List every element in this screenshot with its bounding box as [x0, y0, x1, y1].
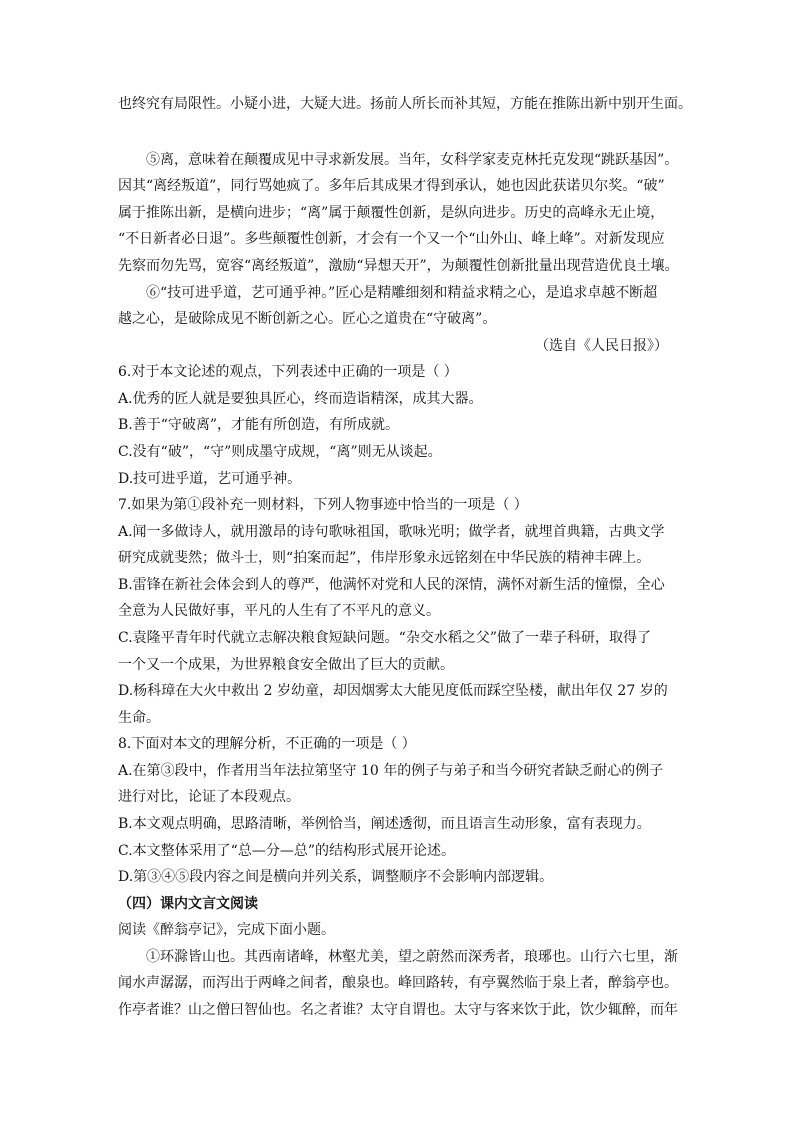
option-8d: D.第③④⑤段内容之间是横向并列关系，调整顺序不会影响内部逻辑。 [118, 869, 554, 885]
option-8a-cont: 进行对比，论证了本段观点。 [118, 789, 300, 805]
option-7a-cont: 研究成就斐然；做斗士，则“拍案而起”，伟岸形象永远铭刻在中华民族的精神丰碑上。 [118, 550, 651, 566]
instruction: 阅读《醉翁亭记》，完成下面小题。 [118, 922, 335, 938]
text-line: 闻水声潺潺，而泻出于两峰之间者，酿泉也。峰回路转，有亭翼然临于泉上者，醉翁亭也。 [118, 975, 678, 991]
option-7d: D.杨科璋在大火中救出 2 岁幼童，却因烟雾太大能见度低而踩空坠楼，献出年仅 27 岁的 [118, 683, 668, 699]
section-heading: （四）课内文言文阅读 [118, 896, 258, 912]
text-line: 越之心，是破除成见不断创新之心。匠心之道贵在“守破离”。 [118, 311, 497, 327]
question-8: 8.下面对本文的理解分析，不正确的一项是（ ） [118, 736, 416, 752]
option-7a: A.闻一多做诗人，就用激昂的诗句歌咏祖国，歌咏光明；做学者，就埋首典籍，古典文学 [118, 524, 665, 540]
question-7: 7.如果为第①段补充一则材料，下列人物事迹中恰当的一项是（ ） [118, 497, 528, 513]
option-7d-cont: 生命。 [118, 710, 160, 726]
text-line: 因其“离经叛道”，同行骂她疯了。多年后其成果才得到承认，她也因此获诺贝尔奖。“破” [118, 178, 665, 194]
option-7c-cont: 一个又一个成果，为世界粮食安全做出了巨大的贡献。 [118, 657, 454, 673]
option-6b: B.善于“守破离”，才能有所创造，有所成就。 [118, 417, 400, 433]
text-line: 先察而勿先骂，宽容“离经叛道”，激励“异想天开”，为颠覆性创新批量出现营造优良土壤。 [118, 258, 679, 274]
text-line: “不日新者必日退”。多些颠覆性创新，才会有一个又一个“山外山、峰上峰”。对新发现应 [118, 231, 665, 247]
option-6d: D.技可进乎道，艺可通乎神。 [118, 471, 302, 487]
text-line: 作亭者谁？山之僧曰智仙也。名之者谁？太守自谓也。太守与客来饮于此，饮少辄醉，而年 [118, 1002, 678, 1018]
source-citation: （选自《人民日报》） [535, 338, 668, 354]
question-6: 6.对于本文论述的观点，下列表述中正确的一项是（ ） [118, 364, 458, 380]
text-line: 也终究有局限性。小疑小进，大疑大进。扬前人所长而补其短，方能在推陈出新中别开生面。 [118, 96, 692, 112]
text-line: ⑥“技可进乎道，艺可通乎神。”匠心是精雕细刻和精益求精之心，是追求卓越不断超 [146, 285, 658, 301]
option-8a: A.在第③段中，作者用当年法拉第坚守 10 年的例子与弟子和当今研究者缺乏耐心的例子 [118, 763, 664, 779]
text-line: 属于推陈出新，是横向进步；“离”属于颠覆性创新，是纵向进步。历史的高峰永无止境， [118, 205, 665, 221]
option-8c: C.本文整体采用了“总—分—总”的结构形式展开论述。 [118, 843, 455, 859]
option-6c: C.没有“破”，“守”则成墨守成规，“离”则无从谈起。 [118, 444, 442, 460]
option-7b-cont: 全意为人民做好事，平凡的人生有了不平凡的意义。 [118, 603, 440, 619]
text-line: ⑤离，意味着在颠覆成见中寻求新发展。当年，女科学家麦克林托克发现“跳跃基因”。 [146, 152, 679, 168]
option-8b: B.本文观点明确，思路清晰，举例恰当，阐述透彻，而且语言生动形象，富有表现力。 [118, 816, 651, 832]
option-6a: A.优秀的匠人就是要独具匠心，终而造诣精深，成其大器。 [118, 391, 483, 407]
option-7c: C.袁隆平青年时代就立志解决粮食短缺问题。“杂交水稻之父”做了一辈子科研，取得了 [118, 630, 651, 646]
text-line: ①环滁皆山也。其西南诸峰，林壑尤美，望之蔚然而深秀者，琅琊也。山行六七里，渐 [146, 949, 678, 965]
option-7b: B.雷锋在新社会体会到人的尊严，他满怀对党和人民的深情，满怀对新生活的憧憬，全心 [118, 577, 665, 593]
